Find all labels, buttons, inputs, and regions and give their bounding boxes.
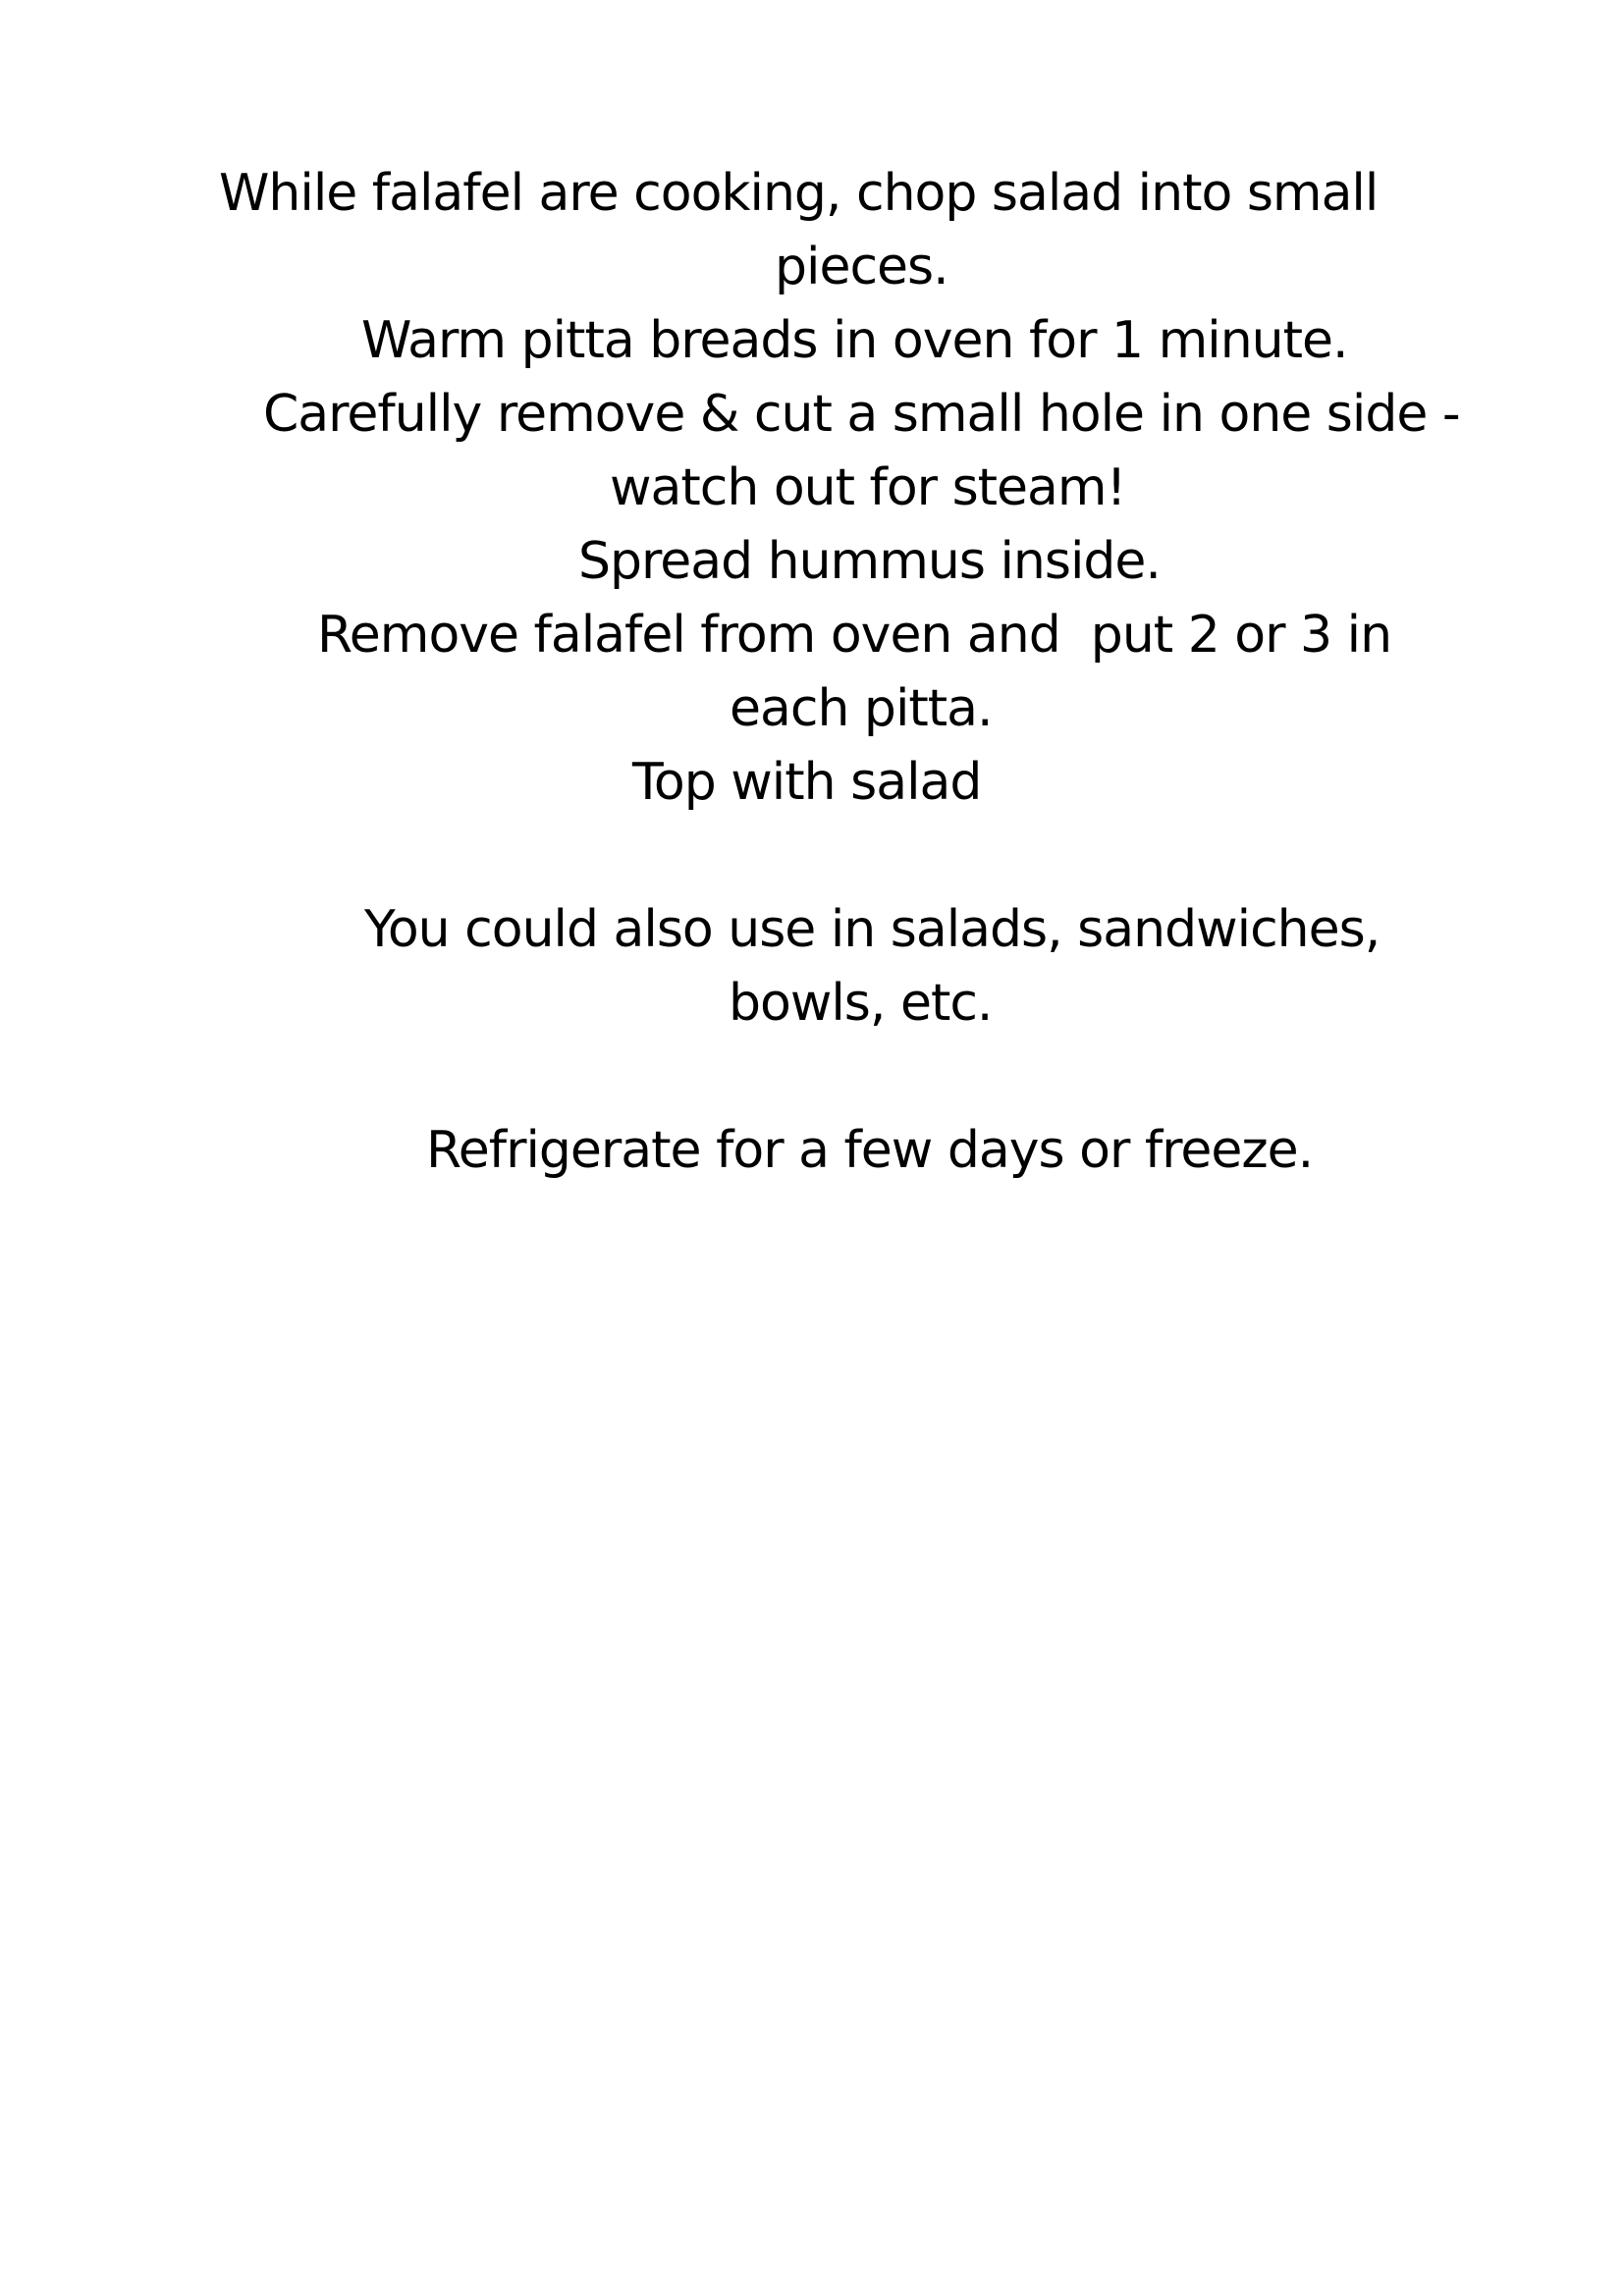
instruction-line: pieces. xyxy=(775,238,948,296)
instruction-line: Warm pitta breads in oven for 1 minute. xyxy=(361,311,1348,370)
instruction-line: watch out for steam! xyxy=(610,458,1126,517)
instruction-line: Carefully remove & cut a small hole in one side - xyxy=(263,385,1460,444)
instruction-line: Remove falafel from oven and put 2 or 3 in xyxy=(317,606,1392,665)
serving-suggestion-line: bowls, etc. xyxy=(729,974,993,1033)
instruction-line: Top with salad xyxy=(632,753,982,812)
storage-note-line: Refrigerate for a few days or freeze. xyxy=(426,1121,1314,1180)
instruction-line: each pitta. xyxy=(730,679,993,738)
instruction-line: While falafel are cooking, chop salad into small xyxy=(219,164,1379,223)
instruction-line: Spread hummus inside. xyxy=(578,532,1161,591)
serving-suggestion-line: You could also use in salads, sandwiches, xyxy=(364,900,1380,959)
